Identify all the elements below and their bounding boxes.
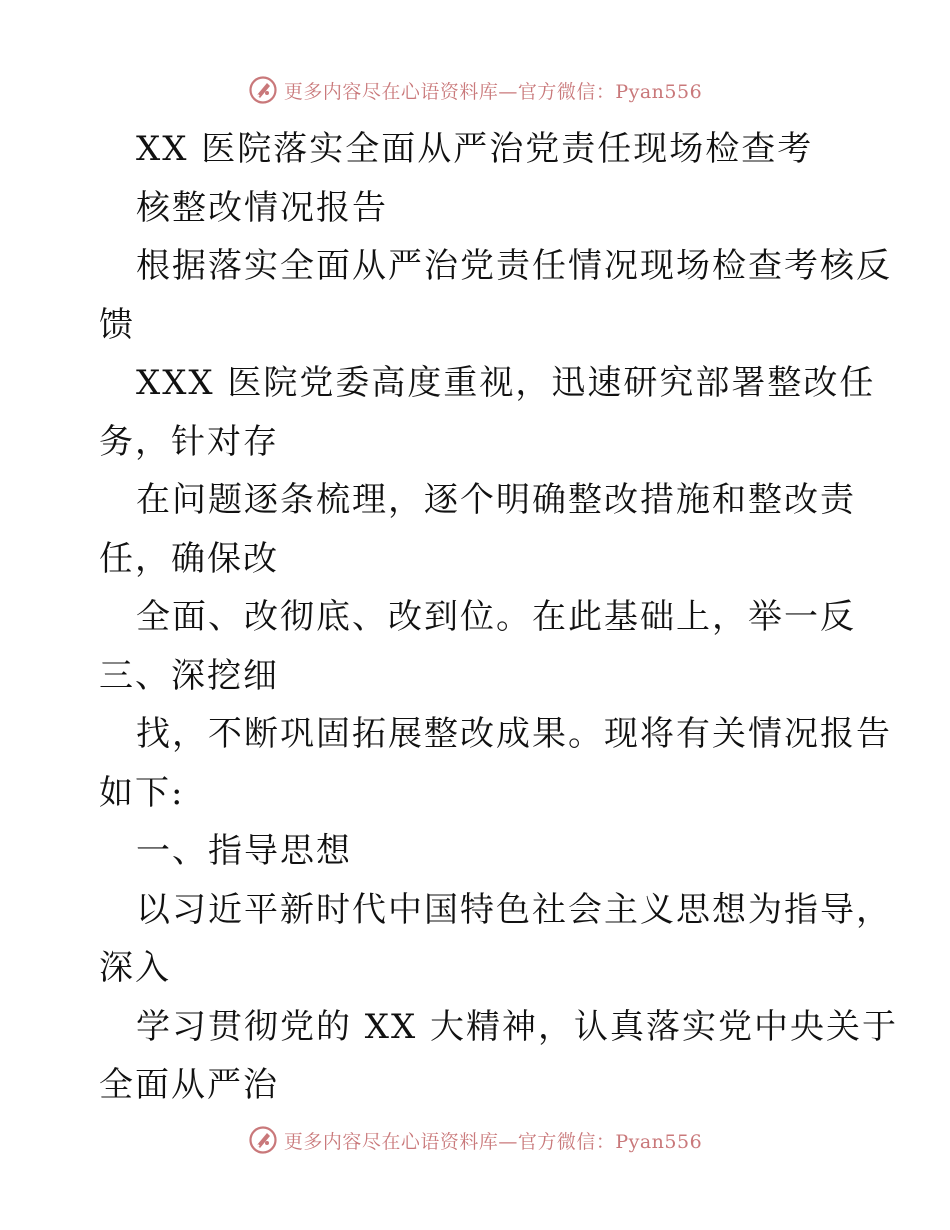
- paragraph-line: XXX 医院党委高度重视，迅速研究部署整改任: [136, 363, 876, 403]
- watermark-text: 更多内容尽在心语资料库—官方微信：Pyan556: [283, 1130, 703, 1153]
- paragraph-line: 全面、改彻底、改到位。在此基础上，举一反: [136, 597, 856, 637]
- paragraph-line: 在问题逐条梳理，逐个明确整改措施和整改责: [136, 480, 856, 520]
- paragraph-line: 如下:: [99, 772, 185, 813]
- watermark-text: 更多内容尽在心语资料库—官方微信：Pyan556: [283, 80, 703, 103]
- paragraph-line: 深入: [99, 948, 171, 988]
- paragraph-line: 以习近平新时代中国特色社会主义思想为指导，: [136, 889, 892, 930]
- paragraph-line: 任，确保改: [99, 538, 279, 579]
- paragraph-line: 找，不断巩固拓展整改成果。现将有关情况报告: [136, 714, 892, 754]
- footer-watermark: [0, 1118, 950, 1162]
- paragraph-line: 务，针对存: [99, 421, 279, 462]
- document-body: [99, 120, 899, 1115]
- header-watermark: [0, 68, 950, 112]
- title-line-2: 核整改情况报告: [136, 187, 388, 228]
- paragraph-line: 馈: [99, 304, 135, 345]
- paragraph-line: 根据落实全面从严治党责任情况现场检查考核反: [136, 246, 892, 286]
- paragraph-line: 三、深挖细: [99, 655, 279, 696]
- pen-circle-logo-icon: [248, 75, 278, 105]
- section-heading: 一、指导思想: [136, 831, 352, 871]
- paragraph-line: 全面从严治: [99, 1065, 279, 1105]
- paragraph-line: 学习贯彻党的 XX 大精神，认真落实党中央关于: [136, 1006, 899, 1047]
- pen-circle-logo-icon: [248, 1125, 278, 1155]
- title-line-1: XX 医院落实全面从严治党责任现场检查考: [136, 129, 814, 169]
